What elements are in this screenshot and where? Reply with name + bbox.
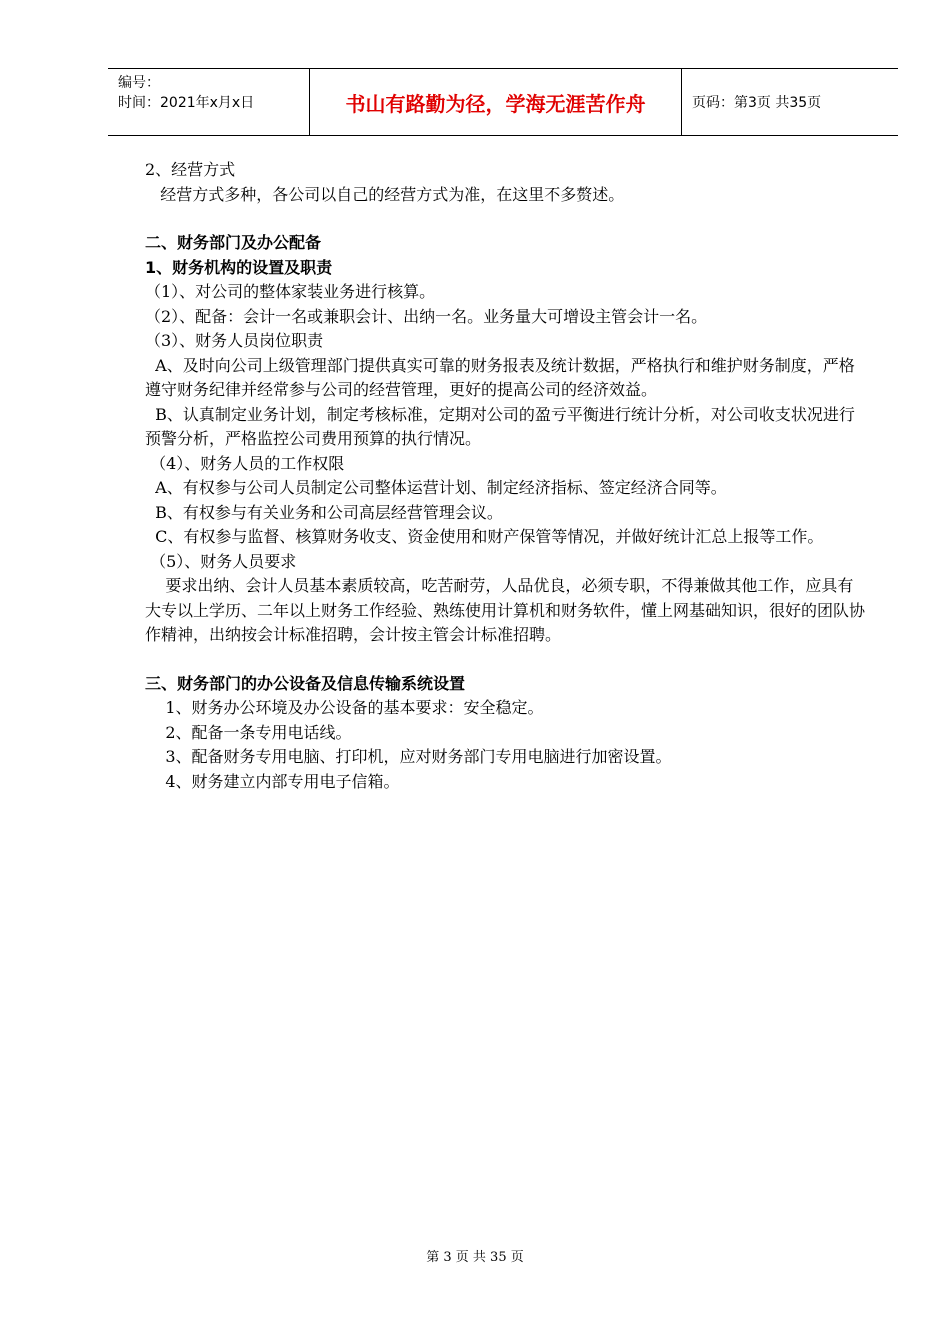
document-date: 时间：2021年x月x日 (118, 95, 255, 111)
paragraph: 经营方式多种，各公司以自己的经营方式为准，在这里不多赘述。 (145, 184, 625, 204)
list-item: （2）、配备：会计一名或兼职会计、出纳一名。业务量大可增设主管会计一名。 (145, 306, 708, 326)
paragraph: B、认真制定业务计划，制定考核标准，定期对公司的盈亏平衡进行统计分析，对公司收支状况进行预警分析，严格监控公司费用预算的执行情况。 (145, 404, 855, 448)
paragraph: A、及时向公司上级管理部门提供真实可靠的财务报表及统计数据，严格执行和维护财务制度，严格遵守财务纪律并经常参与公司的经营管理，更好的提高公司的经济效益。 (145, 355, 855, 399)
list-item: 3、配备财务专用电脑、打印机，应对财务部门专用电脑进行加密设置。 (145, 747, 672, 766)
document-body (145, 158, 865, 794)
header-page-info: 页码：第3页 共35页 (692, 95, 822, 111)
page-footer: 第 3 页 共 35 页 (426, 1250, 524, 1265)
list-item: 4、财务建立内部专用电子信箱。 (145, 771, 400, 791)
list-item: 1、财务办公环境及办公设备的基本要求：安全稳定。 (145, 698, 544, 717)
section-heading: 2、经营方式 (145, 160, 236, 179)
header-meta-cell (108, 69, 310, 135)
list-item: （3）、财务人员岗位职责 (145, 331, 324, 350)
document-number-label: 编号： (118, 75, 160, 91)
page-header (108, 68, 898, 136)
paragraph: 要求出纳、会计人员基本素质较高，吃苦耐劳，人品优良，必须专职，不得兼做其他工作，应具有大专以上学历、二年以上财务工作经验、熟练使用计算机和财务软件，懂上网基础知识，很好的团队协作精神，出纳按会计标准招聘，会计按主管会计标准招聘。 (145, 576, 866, 644)
paragraph: B、有权参与有关业务和公司高层经营管理会议。 (145, 502, 503, 522)
paragraph: A、有权参与公司人员制定公司整体运营计划、制定经济指标、签定经济合同等。 (145, 478, 727, 497)
list-item: （4）、财务人员的工作权限 (145, 453, 345, 473)
section-heading: 三、财务部门的办公设备及信息传输系统设置 (145, 673, 466, 693)
paragraph: C、有权参与监督、核算财务收支、资金使用和财产保管等情况，并做好统计汇总上报等工作。 (145, 527, 824, 546)
header-motto: 书山有路勤为径，学海无涯苦作舟 (310, 69, 682, 135)
list-item: 2、配备一条专用电话线。 (145, 722, 352, 742)
section-heading: 二、财务部门及办公配备 (145, 233, 322, 252)
list-item: （5）、财务人员要求 (145, 551, 297, 571)
subsection-heading: 1、财务机构的设置及职责 (145, 257, 333, 277)
list-item: （1）、对公司的整体家装业务进行核算。 (145, 282, 436, 301)
